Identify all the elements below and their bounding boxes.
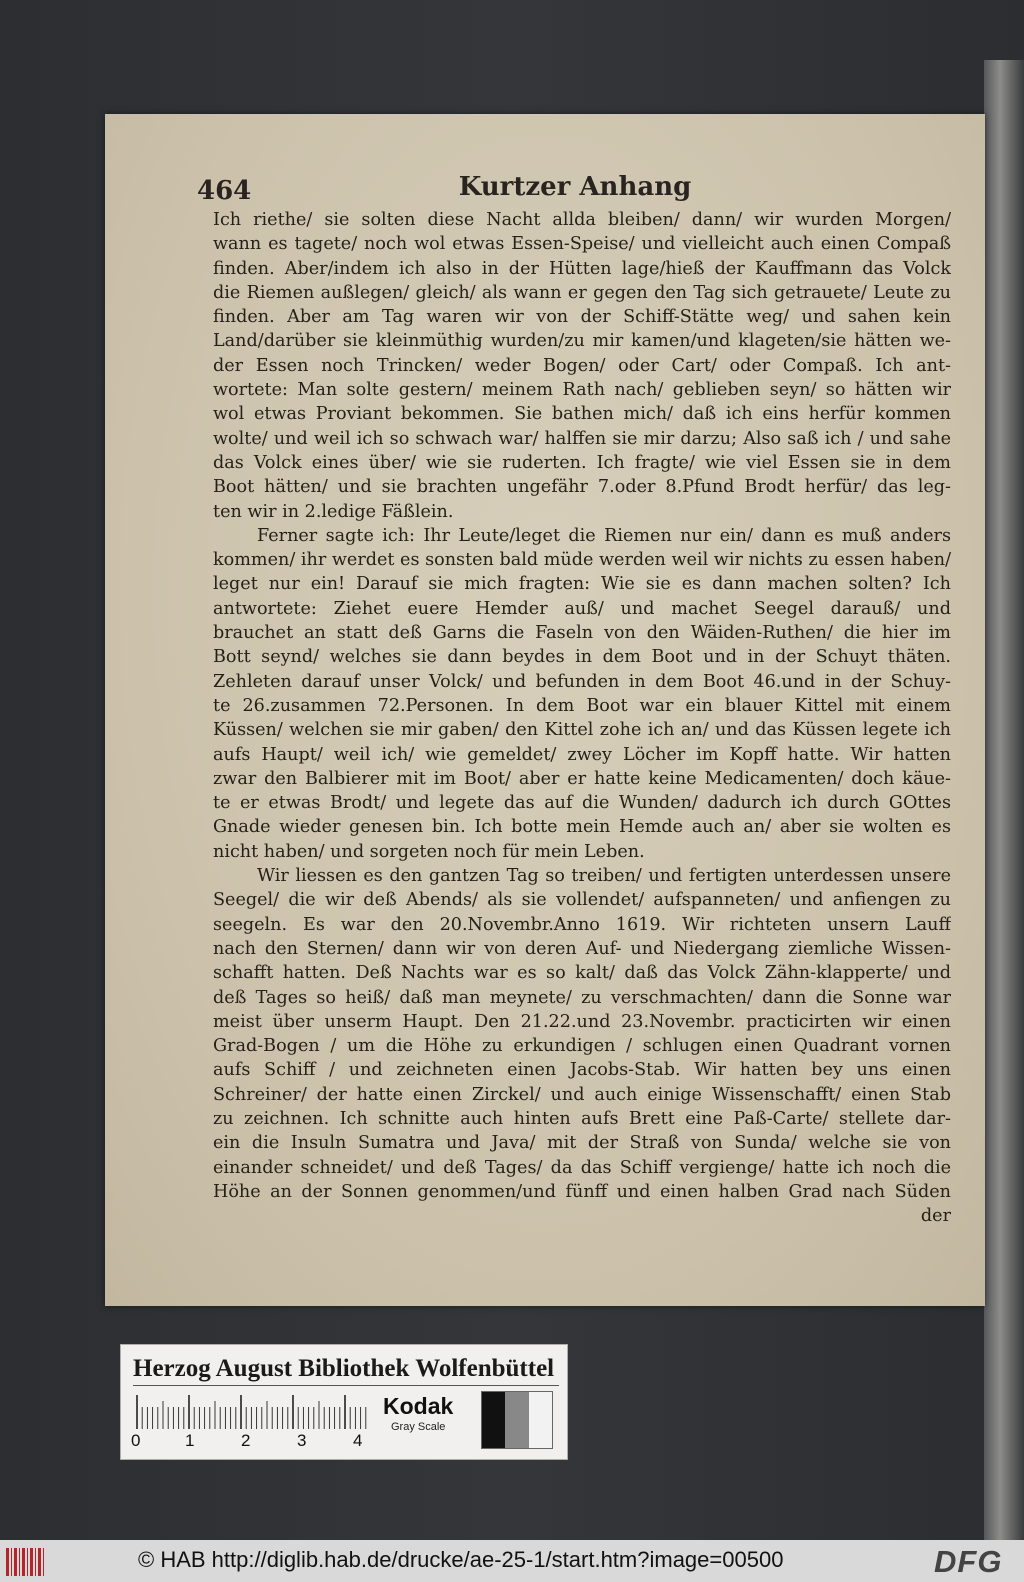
text-line: antwortete: Ziehet euere Hemder auß/ und machet Seegel darauß/ und [213, 598, 951, 619]
gray-patch-dark [482, 1392, 505, 1448]
text-line: wolte/ und weil ich so schwach war/ halffen sie mir darzu; Also saß ich / und sahe [213, 428, 951, 449]
text-line: ten wir in 2.ledige Fäßlein. [213, 501, 454, 522]
text-line: wann es tagete/ noch wol etwas Essen-Speise/ und vielleicht auch einen Compaß [213, 234, 951, 255]
text-line: seegeln. Es war den 20.Novembr.Anno 1619. Wir richteten unsern Lauff [213, 914, 951, 935]
text-line: Küssen/ welchen sie mir gaben/ den Kittel zohe ich an/ und das Küssen legete ich [213, 720, 951, 741]
text-line: Bott seynd/ welches sie dann beydes in dem Boot und in der Schuyt thäten. [213, 647, 951, 668]
ruler-number: 0 [131, 1431, 141, 1450]
text-line: te er etwas Brodt/ und legete das auf die Wunden/ dadurch ich durch GOttes [213, 793, 951, 814]
text-line: nach den Sternen/ dann wir von deren Auf- und Niedergang ziemliche Wissen- [213, 938, 951, 959]
text-line: Zehleten darauf unser Volck/ und befunden in dem Boot 46.und in der Schuy- [213, 671, 951, 692]
text-line: te 26.zusammen 72.Personen. In dem Boot war ein blauer Kittel mit einem [213, 695, 951, 716]
gray-scale-label: Gray Scale [391, 1421, 446, 1433]
footer-bar [0, 1540, 1024, 1582]
gray-patch-light [529, 1392, 552, 1448]
text-line: die Riemen außlegen/ gleich/ als wann er gegen den Tag sich getrauete/ Leute zu [213, 282, 951, 303]
text-line: finden. Aber am Tag waren wir von der Schiff-Stätte weg/ und sahen kein [213, 307, 951, 328]
text-line: Ferner sagte ich: Ihr Leute/leget die Riemen nur ein/ dann es muß anders [257, 525, 951, 546]
ruler-number: 2 [241, 1431, 251, 1450]
text-line: Boot hätten/ und sie brachten ungefähr 7.oder 8.Pfund Brodt herfür/ das leg- [213, 477, 951, 498]
text-line: leget nur ein! Darauf sie mich fragten: Wie sie es dann machen solten? Ich [213, 574, 951, 595]
gray-scale-patches [481, 1391, 553, 1449]
text-line: der [920, 1206, 951, 1227]
text-line: Grad-Bogen / um die Höhe zu erkundigen / schlugen einen Quadrant vornen [213, 1036, 951, 1057]
text-line: aufs Haupt/ weil ich/ wie gemeldet/ zwey Löcher im Kopff hatte. Wir hatten [213, 744, 951, 765]
text-line: Ich riethe/ sie solten diese Nacht allda bleiben/ dann/ wir wurden Morgen/ [213, 210, 951, 230]
text-line: Höhe an der Sonnen genommen/und fünff und einen halben Grad nach Süden [213, 1181, 951, 1202]
ruler-number: 1 [185, 1431, 195, 1450]
text-line: meist über unserm Haupt. Den 21.22.und 23.Novembr. practicirten wir einen [213, 1011, 951, 1032]
text-line: Schreiner/ der hatte einen Zirckel/ und auch einige Wissenschafft/ einen Stab [213, 1084, 951, 1105]
hab-barcode-icon [6, 1548, 46, 1576]
color-reference-card [120, 1344, 568, 1460]
ruler-number: 3 [297, 1431, 307, 1450]
text-line: schafft hatten. Deß Nachts war es so kalt/ daß das Volck Zähn-klapperte/ und [213, 963, 951, 984]
library-name: Herzog August Bibliothek Wolfenbüttel [133, 1355, 559, 1386]
text-line: zwar den Balbierer mit im Boot/ aber er hatte keine Medicamenten/ doch käue- [213, 768, 951, 789]
text-line: finden. Aber/indem ich also in der Hütten lage/hieß der Kauffmann das Volck [213, 258, 951, 279]
text-line: wortete: Man solte gestern/ meinem Rath nach/ geblieben seyn/ so hätten wir [213, 380, 951, 401]
text-line: aufs Schiff / und zeichneten einen Jacobs-Stab. Wir hatten bey uns einen [213, 1060, 951, 1081]
page-number: 464 [197, 176, 252, 206]
dfg-logo: DFG [934, 1544, 1003, 1579]
text-line: kommen/ ihr werdet es sonsten bald müde werden weil wir nichts zu essen haben/ [213, 550, 951, 571]
text-line: Seegel/ die wir deß Abends/ als sie vollendet/ aufspanneten/ und anfiengen zu [213, 890, 951, 911]
text-line: der Essen noch Trincken/ weder Bogen/ oder Cart/ oder Compaß. Ich ant- [213, 355, 951, 376]
text-line: Land/darüber sie kleinmüthig wurden/zu mir kamen/und klageten/sie hätten we- [213, 331, 951, 352]
book-binding-edge [984, 60, 1024, 1540]
text-line: einander schneidet/ und deß Tages/ da das Schiff vergienge/ hatte ich noch die [213, 1157, 951, 1178]
text-line: Gnade wieder genesen bin. Ich botte mein Hemde auch an/ aber sie wolten es [213, 817, 951, 838]
ruler-number: 4 [353, 1431, 363, 1450]
text-line: wol etwas Proviant bekommen. Sie bathen mich/ daß ich eins herfür kommen [213, 404, 951, 425]
kodak-logo: Kodak [383, 1393, 454, 1419]
text-line: zu zeichnen. Ich schnitte auch hinten aufs Brett eine Paß-Carte/ stellete dar- [213, 1108, 951, 1129]
text-line: ein die Insuln Sumatra und Java/ mit der Straß von Sunda/ welche sie von [213, 1133, 951, 1154]
text-line: das Volck eines über/ wie sie ruderten. Ich fragte/ wie viel Essen sie in dem [213, 452, 951, 473]
measurement-ruler [135, 1395, 375, 1429]
text-line: nicht haben/ und sorgeten noch für mein Leben. [213, 841, 645, 862]
running-head: Kurtzer Anhang [458, 172, 692, 202]
text-line: Wir liessen es den gantzen Tag so treiben/ und fertigten unterdessen unsere [257, 866, 951, 887]
page-text-block [213, 208, 951, 1228]
gray-patch-mid [505, 1392, 528, 1448]
footer-credit-link[interactable]: © HAB http://diglib.hab.de/drucke/ae-25-1/start.htm?image=00500 [138, 1547, 784, 1572]
book-page [105, 114, 985, 1306]
text-line: brauchet an statt deß Garns die Faseln von den Wäiden-Ruthen/ die hier im [213, 623, 951, 644]
text-line: deß Tages so heiß/ daß man meynete/ zu verschmachten/ dann die Sonne war [213, 987, 951, 1008]
